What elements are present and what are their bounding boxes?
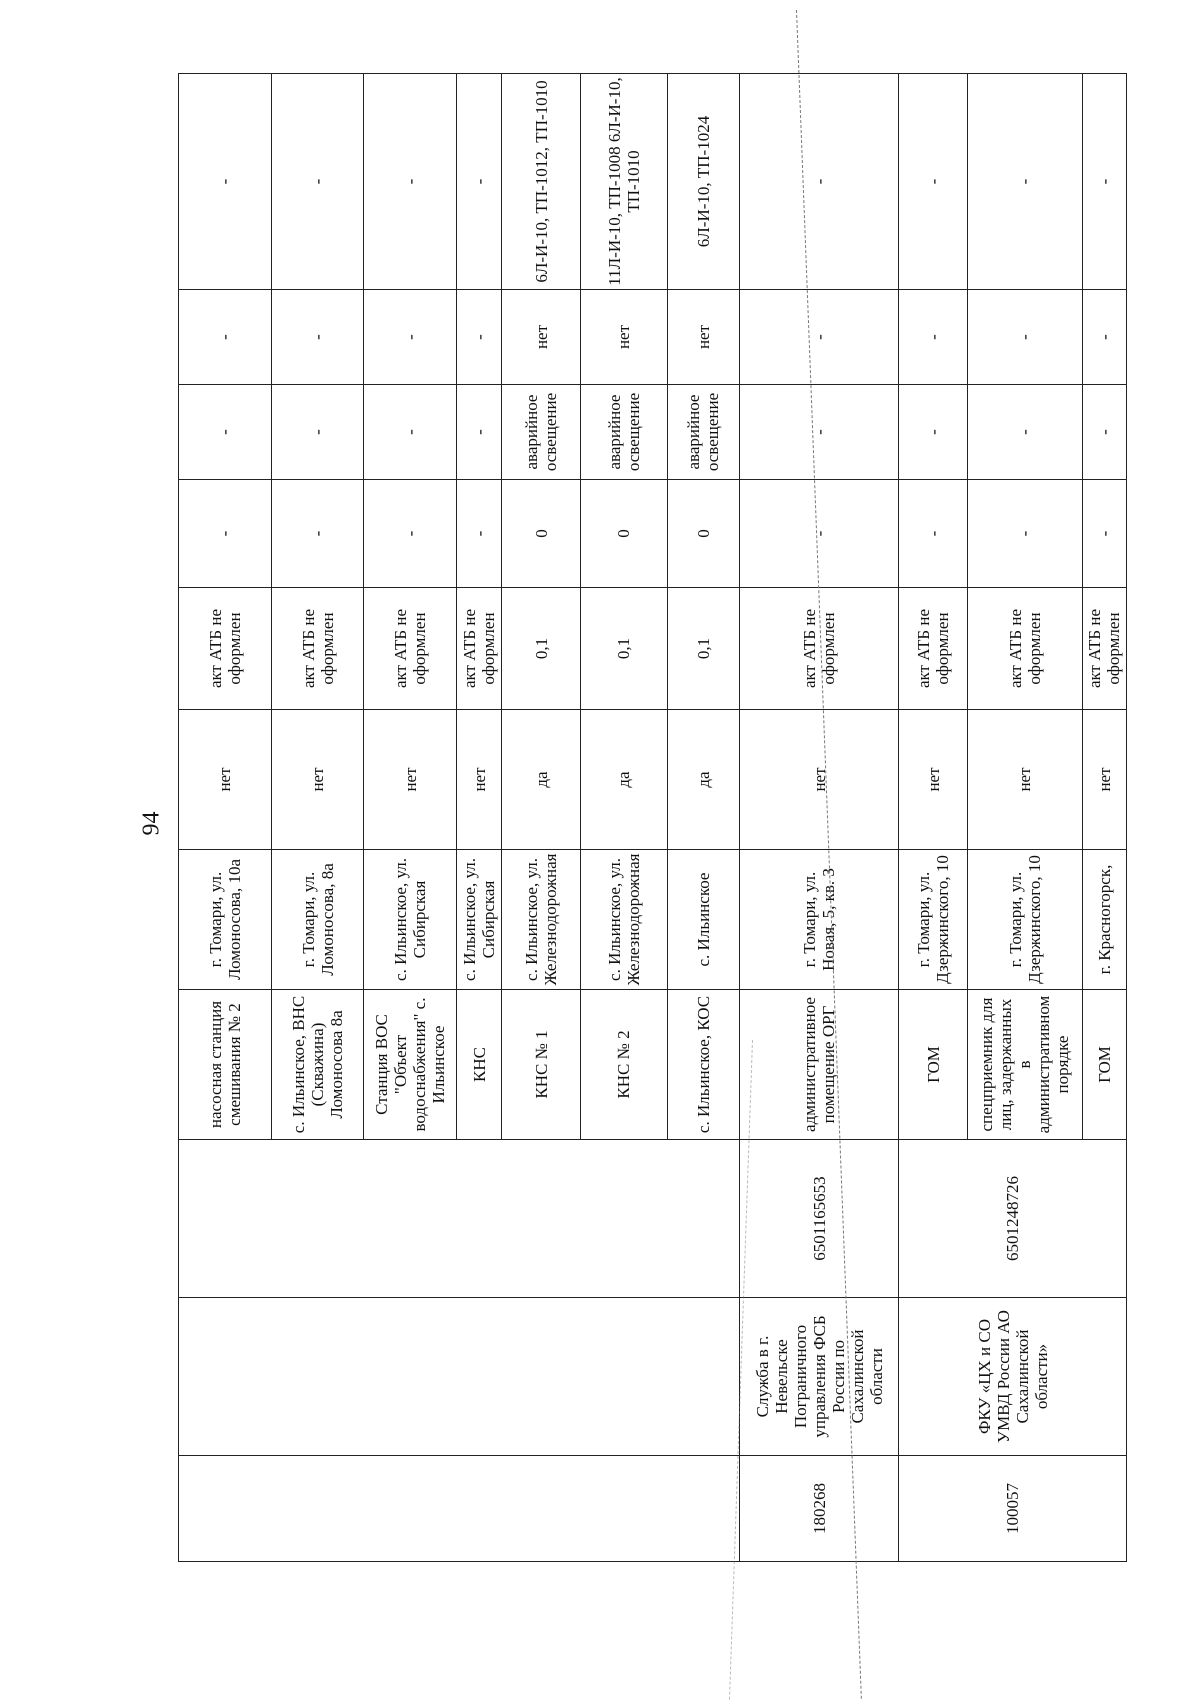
atb-cell: 0,1 [502, 588, 581, 710]
page-number: 94 [138, 811, 165, 836]
address-cell: с. Ильинское [667, 850, 740, 990]
atb-cell: акт АТБ не оформлен [271, 588, 364, 710]
feeder-cell: - [271, 74, 364, 290]
value-cell: - [457, 480, 502, 588]
atb-cell: акт АТБ не оформлен [1082, 588, 1126, 710]
object-cell: КНС № 1 [502, 990, 581, 1140]
address-cell: г. Томари, ул. Дзержинского, 10 [967, 850, 1082, 990]
flag-cell: нет [899, 710, 968, 850]
status-cell: - [1082, 290, 1126, 385]
flag-cell: нет [179, 710, 272, 850]
address-cell: г. Томари, ул. Дзержинского, 10 [899, 850, 968, 990]
rotated-table-container [178, 74, 1127, 1562]
table-row [899, 74, 968, 1562]
lighting-cell: - [457, 385, 502, 480]
lighting-cell: аварийное освещение [580, 385, 667, 480]
address-cell: г. Томари, ул. Новая, 5, кв. 3 [740, 850, 899, 990]
address-cell: с. Ильинское, ул. Железнодорожная [580, 850, 667, 990]
address-cell: с. Ильинское, ул. Железнодорожная [502, 850, 581, 990]
inn-cell: 6501165653 [740, 1140, 899, 1298]
feeder-cell: 6Л-И-10, ТП-1024 [667, 74, 740, 290]
object-cell: ГОМ [1082, 990, 1126, 1140]
address-cell: с. Ильинское, ул. Сибирская [457, 850, 502, 990]
value-cell: - [1082, 480, 1126, 588]
object-cell: Станция ВОС "Объект водоснабжения" с. Ильинское [364, 990, 457, 1140]
feeder-cell: - [1082, 74, 1126, 290]
address-cell: г. Красногорск, [1082, 850, 1126, 990]
feeder-cell: - [899, 74, 968, 290]
feeder-cell: - [457, 74, 502, 290]
object-cell: насосная станция смешивания № 2 [179, 990, 272, 1140]
flag-cell: нет [364, 710, 457, 850]
address-cell: г. Томари, ул. Ломоносова, 8а [271, 850, 364, 990]
status-cell: - [364, 290, 457, 385]
object-cell: административное помещение ОРГ [740, 990, 899, 1140]
status-cell: - [457, 290, 502, 385]
feeder-cell: - [364, 74, 457, 290]
code-cell: 180268 [740, 1456, 899, 1562]
organization-cell [179, 1298, 740, 1456]
object-cell: ГОМ [899, 990, 968, 1140]
status-cell: - [179, 290, 272, 385]
code-cell: 100057 [899, 1456, 1127, 1562]
object-cell: спецприемник для лиц, задержанных в административном порядке [967, 990, 1082, 1140]
lighting-cell: - [364, 385, 457, 480]
organization-cell: Служба в г. Невельске Пограничного управления ФСБ России по Сахалинской области [740, 1298, 899, 1456]
lighting-cell: - [899, 385, 968, 480]
atb-cell: акт АТБ не оформлен [899, 588, 968, 710]
flag-cell: нет [1082, 710, 1126, 850]
status-cell: - [740, 290, 899, 385]
feeder-cell: - [740, 74, 899, 290]
value-cell: - [179, 480, 272, 588]
address-cell: с. Ильинское, ул. Сибирская [364, 850, 457, 990]
value-cell: - [364, 480, 457, 588]
data-table [178, 73, 1127, 1562]
flag-cell: нет [967, 710, 1082, 850]
flag-cell: нет [740, 710, 899, 850]
feeder-cell: - [967, 74, 1082, 290]
atb-cell: акт АТБ не оформлен [457, 588, 502, 710]
flag-cell: да [502, 710, 581, 850]
feeder-cell: 6Л-И-10, ТП-1012, ТП-1010 [502, 74, 581, 290]
table-row [740, 74, 899, 1562]
value-cell: - [271, 480, 364, 588]
feeder-cell: 11Л-И-10, ТП-1008 6Л-И-10, ТП-1010 [580, 74, 667, 290]
atb-cell: акт АТБ не оформлен [179, 588, 272, 710]
lighting-cell: - [1082, 385, 1126, 480]
value-cell: 0 [667, 480, 740, 588]
atb-cell: 0,1 [667, 588, 740, 710]
address-cell: г. Томари, ул. Ломоносова, 10а [179, 850, 272, 990]
status-cell: - [271, 290, 364, 385]
lighting-cell: аварийное освещение [502, 385, 581, 480]
lighting-cell: - [179, 385, 272, 480]
atb-cell: акт АТБ не оформлен [364, 588, 457, 710]
inn-cell [179, 1140, 740, 1298]
lighting-cell: аварийное освещение [667, 385, 740, 480]
organization-cell: ФКУ «ЦХ и СО УМВД России АО Сахалинской области» [899, 1298, 1127, 1456]
status-cell: нет [502, 290, 581, 385]
flag-cell: нет [271, 710, 364, 850]
flag-cell: да [580, 710, 667, 850]
feeder-cell: - [179, 74, 272, 290]
lighting-cell: - [967, 385, 1082, 480]
status-cell: нет [580, 290, 667, 385]
object-cell: КНС № 2 [580, 990, 667, 1140]
object-cell: КНС [457, 990, 502, 1140]
atb-cell: 0,1 [580, 588, 667, 710]
flag-cell: нет [457, 710, 502, 850]
value-cell: 0 [580, 480, 667, 588]
table-row [179, 74, 272, 1562]
lighting-cell: - [740, 385, 899, 480]
lighting-cell: - [271, 385, 364, 480]
flag-cell: да [667, 710, 740, 850]
atb-cell: акт АТБ не оформлен [967, 588, 1082, 710]
inn-cell: 6501248726 [899, 1140, 1127, 1298]
object-cell: с. Ильинское, ВНС (Скважина) Ломоносова 8а [271, 990, 364, 1140]
status-cell: - [899, 290, 968, 385]
value-cell: - [740, 480, 899, 588]
status-cell: нет [667, 290, 740, 385]
code-cell [179, 1456, 740, 1562]
value-cell: 0 [502, 480, 581, 588]
object-cell: с. Ильинское, КОС [667, 990, 740, 1140]
value-cell: - [899, 480, 968, 588]
atb-cell: акт АТБ не оформлен [740, 588, 899, 710]
value-cell: - [967, 480, 1082, 588]
status-cell: - [967, 290, 1082, 385]
